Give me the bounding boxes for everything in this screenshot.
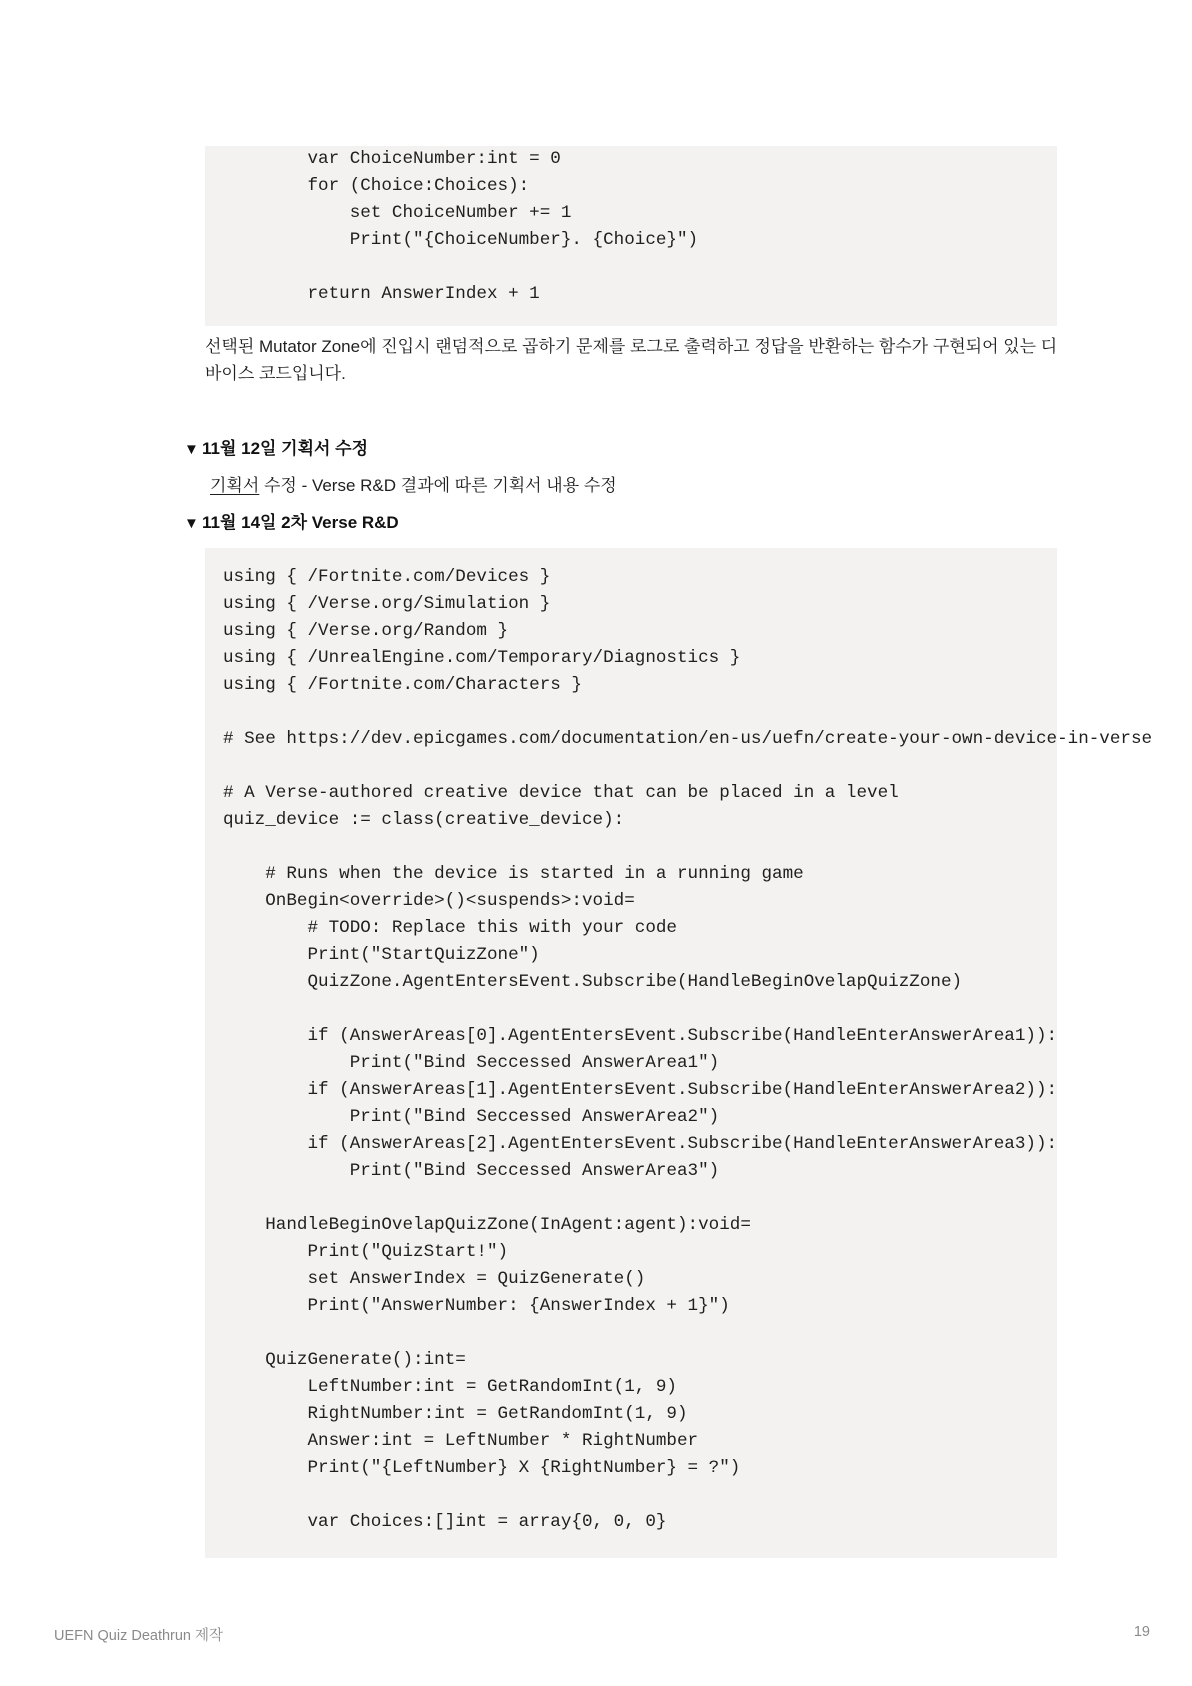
- toggle-title: 11월 12일 기획서 수정: [202, 439, 369, 458]
- planning-doc-link[interactable]: 기획서: [210, 476, 260, 495]
- code-text: using { /Fortnite.com/Devices } using { /Verse.org/Simulation } using { /Verse.org/Random } using { /UnrealEngine.com/Temporary/Diagnostics } using { /Fortnite.com/Characters } # See https://dev.epicgames.com/documentation/en-us/uefn/create-your-own-device-in-verse # A Verse-authored creative device that can be placed in a level quiz_device := class(creative_device): # Runs when the device is started in a running game OnBegin<override>()<suspends>:void= # TODO: Replace this with your code Print("StartQuizZone") QuizZone.AgentEntersEvent.Subscribe(HandleBeginOvelapQuizZone) if (AnswerAreas[0].AgentEntersEvent.Subscribe(HandleEnterAnswerArea1)): Print("Bind Seccessed AnswerArea1") if (AnswerAreas[1].AgentEntersEvent.Subscribe(HandleEnterAnswerArea2)): Print("Bind Seccessed AnswerArea2") if (AnswerAreas[2].AgentEntersEvent.Subscribe(HandleEnterAnswerArea3)): Print("Bind Seccessed AnswerArea3") HandleBeginOvelapQuizZone(InAgent:agent):void= Print("QuizStart!") set AnswerIndex = QuizGenerate() Print("AnswerNumber: {AnswerIndex + 1}") QuizGenerate():int= LeftNumber:int = GetRandomInt(1, 9) RightNumber:int = GetRandomInt(1, 9) Answer:int = LeftNumber * RightNumber Print("{LeftNumber} X {RightNumber} = ?") var Choices:[]int = array{0, 0, 0}: [223, 567, 1153, 1532]
- code-block-continued: [205, 146, 1057, 326]
- toggle-nov-14[interactable]: [184, 511, 399, 536]
- code-block-verse-quiz-device: [205, 548, 1153, 1558]
- triangle-down-icon[interactable]: ▼: [184, 441, 199, 458]
- toggle-title: 11월 14일 2차 Verse R&D: [202, 513, 399, 532]
- toggle-body-text: 수정 - Verse R&D 결과에 따른 기획서 내용 수정: [259, 476, 617, 495]
- code-description: 선택된 Mutator Zone에 진입시 랜덤적으로 곱하기 문제를 로그로 출력하고 정답을 반환하는 함수가 구현되어 있는 디바이스 코드입니다.: [205, 337, 1058, 383]
- footer-page-number: 19: [1133, 1624, 1150, 1640]
- toggle-nov-12-body: [210, 472, 1070, 499]
- footer-document-title: UEFN Quiz Deathrun 제작: [54, 1628, 224, 1644]
- triangle-down-icon[interactable]: ▼: [184, 515, 199, 532]
- toggle-nov-12[interactable]: [184, 437, 368, 462]
- code-text: var ChoiceNumber:int = 0 for (Choice:Choices): set ChoiceNumber += 1 Print("{ChoiceNumber}. {Choice}") return AnswerIndex + 1: [307, 149, 699, 304]
